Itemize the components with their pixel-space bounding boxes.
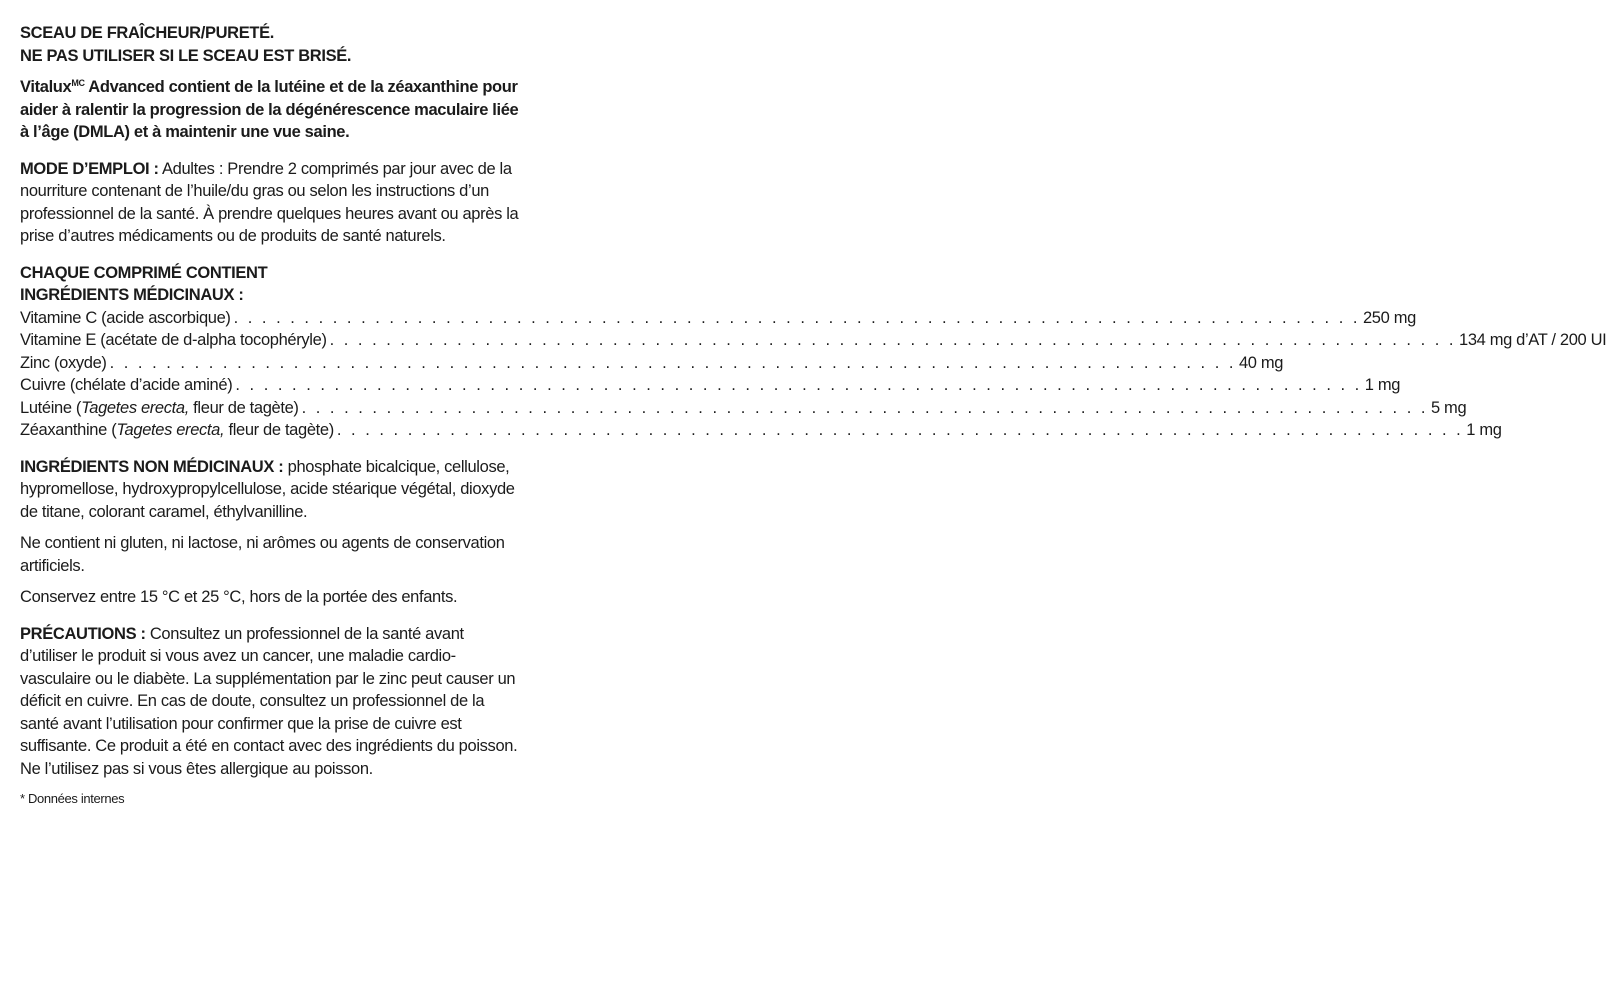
dot-leader: . . . . . . . . . . . . . . . . . . . . . . . . . . . . . . . . . . . . . . . . . . . . . . . . . . . . . . . . . . . . . . . . . . . . . . . . . . . . . . . .: [301, 398, 1428, 417]
directions-heading: MODE D’EMPLOI :: [20, 159, 159, 178]
ingredient-amount: 1 mg: [1466, 421, 1502, 439]
ingredient-name-suffix: fleur de tagète): [224, 421, 334, 439]
ingredient-row: [20, 374, 1401, 397]
ingredient-name-text: Zinc (oxyde): [20, 353, 107, 372]
footnote: * Données internes: [20, 791, 125, 806]
ingredient-name: [20, 307, 231, 330]
seal-line-1: SCEAU DE FRAÎCHEUR/PURETÉ.: [20, 24, 275, 42]
medicinal-ingredients: [20, 262, 1606, 442]
dot-leader: . . . . . . . . . . . . . . . . . . . . . . . . . . . . . . . . . . . . . . . . . . . . . . . . . . . . . . . . . . . . . . . . . . . . . . . . . . . . . . . .: [233, 308, 1360, 327]
medicinal-heading-line-1: CHAQUE COMPRIMÉ CONTIENT: [20, 263, 268, 282]
ingredient-name-text: Vitamine C (acide ascorbique): [20, 308, 231, 327]
directions-text: Adultes : Prendre 2 comprimés par jour avec de la nourriture contenant de l’huile/du gras ou selon les instructions d’un professionnel de la santé. À prendre quelques heures avant ou après la prise d’autres médicaments ou de produits de santé naturels.: [20, 159, 519, 245]
dot-leader: . . . . . . . . . . . . . . . . . . . . . . . . . . . . . . . . . . . . . . . . . . . . . . . . . . . . . . . . . . . . . . . . . . . . . . . . . . . . . . . .: [329, 331, 1456, 349]
ingredient-name-text: Lutéine (: [20, 398, 82, 417]
ingredient-list: [20, 307, 1606, 442]
ingredient-latin-name: Tagetes erecta,: [81, 398, 189, 417]
brand-name: Vitalux: [20, 78, 72, 96]
ingredient-row: [20, 329, 1606, 352]
ingredient-amount: 134 mg d’AT / 200 UI: [1459, 331, 1606, 349]
storage-statement: Conservez entre 15 °C et 25 °C, hors de la portée des enfants.: [20, 588, 458, 606]
ingredient-amount: 40 mg: [1238, 353, 1284, 372]
ingredient-amount: 250 mg: [1362, 308, 1416, 327]
ingredient-latin-name: Tagetes erecta,: [116, 421, 225, 439]
intro-paragraph: [20, 76, 520, 144]
intro-text: Advanced contient de la lutéine et de la zéaxanthine pour aider à ralentir la progression de la dégénérescence maculaire liée à l’âge (DMLA) et à maintenir une vue saine.: [20, 78, 519, 141]
non-medicinal-text: phosphate bicalcique, cellulose, hypromellose, hydroxypropylcellulose, acide stéarique végétal, dioxyde de titane, colorant caramel, éthylvanilline.: [20, 457, 515, 521]
ingredient-row: [20, 419, 1502, 442]
non-medicinal-heading: INGRÉDIENTS NON MÉDICINAUX :: [20, 457, 284, 476]
seal-warning: [20, 22, 520, 67]
dot-leader: . . . . . . . . . . . . . . . . . . . . . . . . . . . . . . . . . . . . . . . . . . . . . . . . . . . . . . . . . . . . . . . . . . . . . . . . . . . . . . . .: [235, 376, 1362, 394]
product-label: [20, 22, 1606, 808]
ingredient-amount: 1 mg: [1364, 376, 1401, 394]
ingredient-name: [20, 374, 232, 397]
directions-paragraph: [20, 158, 520, 248]
ingredient-name-text: Zéaxanthine (: [20, 421, 117, 439]
ingredient-name-suffix: fleur de tagète): [188, 398, 299, 417]
ingredient-name: [20, 419, 334, 442]
dot-leader: . . . . . . . . . . . . . . . . . . . . . . . . . . . . . . . . . . . . . . . . . . . . . . . . . . . . . . . . . . . . . . . . . . . . . . . . . . . . . . . .: [336, 421, 1464, 439]
ingredient-name: [20, 397, 299, 420]
seal-line-2: NE PAS UTILISER SI LE SCEAU EST BRISÉ.: [20, 46, 352, 65]
ingredient-row: [20, 397, 1467, 420]
ingredient-name: [20, 352, 107, 375]
precautions-heading: PRÉCAUTIONS :: [20, 624, 146, 643]
dot-leader: . . . . . . . . . . . . . . . . . . . . . . . . . . . . . . . . . . . . . . . . . . . . . . . . . . . . . . . . . . . . . . . . . . . . . . . . . . . . . . . .: [109, 353, 1236, 372]
ingredient-name-text: Vitamine E (acétate de d-alpha tocophéryle): [20, 331, 327, 349]
precautions-text: Consultez un professionnel de la santé avant d’utiliser le produit si vous avez un cancer, une maladie cardio-vasculaire ou le diabète. La supplémentation par le zinc peut causer un déficit en cuivre. En cas de doute, consultez un professionnel de la santé avant l’utilisation pour confirmer que la prise de cuivre est suffisante. Ce produit a été en contact avec des ingrédients du poisson. Ne l’utilisez pas si vous êtes allergique au poisson.: [20, 624, 518, 778]
brand-trademark: MC: [71, 78, 85, 88]
non-medicinal-paragraph: [20, 456, 520, 524]
ingredient-row: [20, 307, 1416, 330]
precautions-paragraph: [20, 623, 520, 781]
medicinal-heading-line-2: INGRÉDIENTS MÉDICINAUX :: [20, 286, 244, 304]
free-from-statement: Ne contient ni gluten, ni lactose, ni arômes ou agents de conservation artificiels.: [20, 534, 505, 575]
ingredient-amount: 5 mg: [1430, 398, 1467, 417]
ingredient-name: [20, 329, 327, 352]
ingredient-row: [20, 352, 1284, 375]
ingredient-name-text: Cuivre (chélate d’acide aminé): [20, 376, 233, 394]
